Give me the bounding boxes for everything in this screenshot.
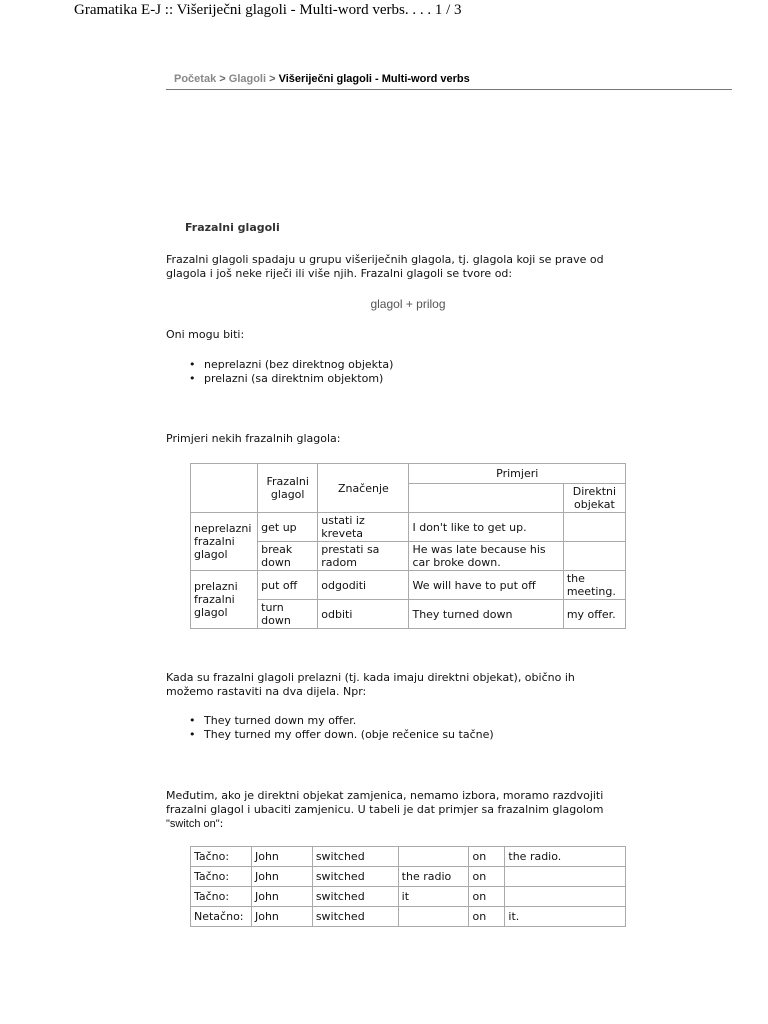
table-row (191, 867, 626, 887)
section-title: Frazalni glagoli (185, 221, 280, 234)
header-examples: Primjeri (409, 464, 626, 484)
particle-cell: on (469, 867, 505, 887)
text-line: "switch on": (166, 817, 224, 830)
verb-cell: break down (258, 542, 318, 571)
separable-paragraph (166, 671, 575, 699)
list-item: • They turned my offer down. (obje rečenice su tačne) (204, 728, 494, 742)
breadcrumb-current: Višeriječni glagoli - Multi-word verbs (278, 73, 470, 85)
particle-cell: on (469, 887, 505, 907)
group-intransitive: neprelazni frazalni glagol (191, 513, 258, 571)
example-cell: We will have to put off (409, 571, 563, 600)
header-phrasal-verb: Frazalni glagol (258, 464, 318, 513)
breadcrumb-separator: > (269, 73, 276, 85)
list-item: • prelazni (sa direktnim objektom) (204, 372, 393, 386)
trailing-object-cell (505, 867, 626, 887)
verdict-cell: Tačno: (191, 847, 252, 867)
object-cell (563, 542, 625, 571)
verb-cell: switched (312, 907, 398, 927)
table-row (191, 887, 626, 907)
breadcrumb-link-section[interactable]: Glagoli (228, 73, 267, 85)
object-cell (563, 513, 625, 542)
breadcrumb-link-home[interactable]: Početak (174, 73, 217, 85)
meaning-cell: prestati sa radom (318, 542, 409, 571)
object-cell (398, 907, 469, 927)
trailing-object-cell: it. (505, 907, 626, 927)
subject-cell: John (251, 907, 312, 927)
table-row (191, 907, 626, 927)
verdict-cell: Tačno: (191, 867, 252, 887)
intro-paragraph (166, 253, 604, 281)
breadcrumb-separator: > (219, 73, 226, 85)
object-cell: the radio (398, 867, 469, 887)
meaning-cell: odbiti (318, 600, 409, 629)
particle-cell: on (469, 907, 505, 927)
header-meaning: Značenje (318, 464, 409, 513)
meaning-cell: ustati iz kreveta (318, 513, 409, 542)
header-direct-object: Direktni objekat (563, 484, 625, 513)
breadcrumb (174, 73, 470, 85)
example-cell: I don't like to get up. (409, 513, 563, 542)
meaning-cell: odgoditi (318, 571, 409, 600)
trailing-object-cell: the radio. (505, 847, 626, 867)
pronoun-paragraph (166, 789, 603, 831)
text-line: možemo rastaviti na dva dijela. Npr: (166, 685, 367, 698)
verb-cell: put off (258, 571, 318, 600)
verdict-cell: Netačno: (191, 907, 252, 927)
text-line: glagola i još neke riječi ili više njih. Frazalni glagoli se tvore od: (166, 267, 513, 280)
subject-cell: John (251, 867, 312, 887)
document-title: Gramatika E-J :: Višeriječni glagoli - Multi-word verbs. . . . 1 / 3 (74, 2, 462, 18)
verb-cell: switched (312, 867, 398, 887)
verb-cell: get up (258, 513, 318, 542)
verb-cell: turn down (258, 600, 318, 629)
verb-cell: switched (312, 847, 398, 867)
verdict-cell: Tačno: (191, 887, 252, 907)
table-row (191, 847, 626, 867)
switch-on-table (190, 846, 626, 927)
text-line: frazalni glagol i ubaciti zamjenicu. U tabeli je dat primjer sa frazalnim glagolom (166, 803, 604, 816)
formula: glagol + prilog (370, 297, 446, 311)
object-cell (398, 847, 469, 867)
table-row (191, 513, 626, 542)
text-line: Frazalni glagoli spadaju u grupu višeriječnih glagola, tj. glagola koji se prave od (166, 253, 604, 266)
list-item: • They turned down my offer. (204, 714, 494, 728)
subject-cell: John (251, 847, 312, 867)
object-cell: the meeting. (563, 571, 625, 600)
examples-intro: Primjeri nekih frazalnih glagola: (166, 432, 341, 445)
particle-cell: on (469, 847, 505, 867)
table-corner (191, 464, 258, 513)
text-line: Kada su frazalni glagoli prelazni (tj. kada imaju direktni objekat), obično ih (166, 671, 575, 684)
example-cell: They turned down (409, 600, 563, 629)
phrasal-verbs-table (190, 463, 626, 629)
object-cell: it (398, 887, 469, 907)
object-cell: my offer. (563, 600, 625, 629)
trailing-object-cell (505, 887, 626, 907)
verb-cell: switched (312, 887, 398, 907)
separable-examples-list (166, 714, 494, 742)
table-row (191, 571, 626, 600)
quoted-verb: "switch on" (166, 818, 220, 830)
example-cell: He was late because his car broke down. (409, 542, 563, 571)
types-intro: Oni mogu biti: (166, 328, 245, 341)
list-item: • neprelazni (bez direktnog objekta) (204, 358, 393, 372)
group-transitive: prelazni frazalni glagol (191, 571, 258, 629)
header-example-sentence (409, 484, 563, 513)
subject-cell: John (251, 887, 312, 907)
text-line: Međutim, ako je direktni objekat zamjenica, nemamo izbora, moramo razdvojiti (166, 789, 604, 802)
header-divider (166, 89, 732, 90)
types-list (166, 358, 393, 386)
